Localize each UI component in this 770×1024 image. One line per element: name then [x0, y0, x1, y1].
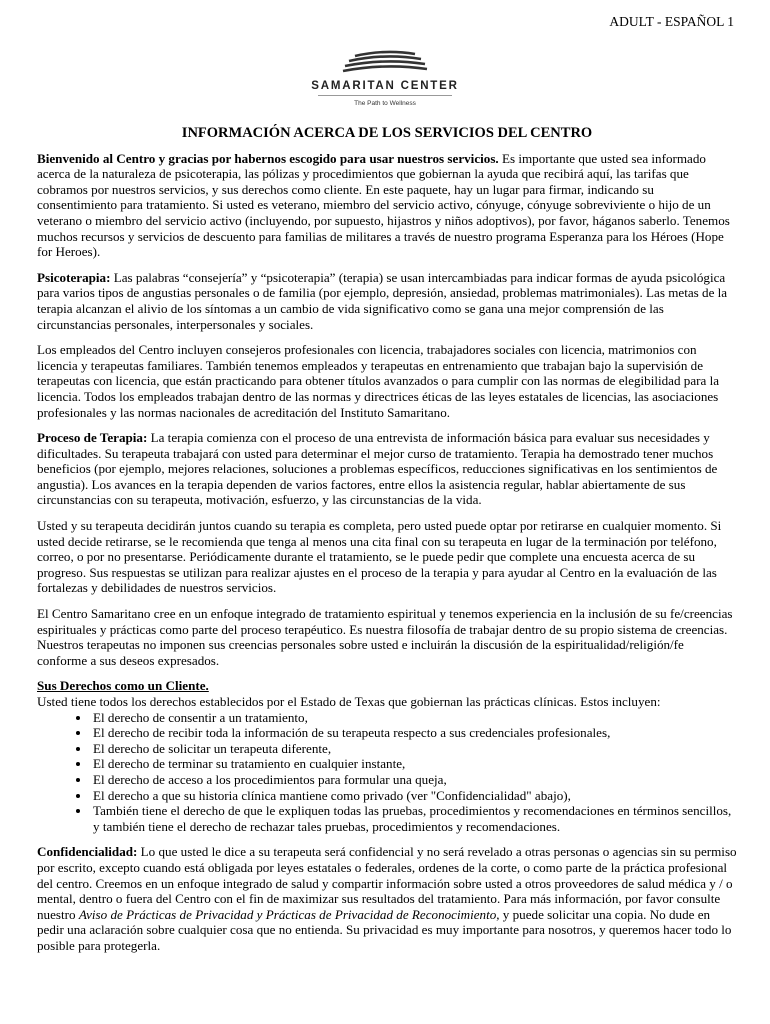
intro-body: Es importante que usted sea informado acerca de la naturaleza de psicoterapia, las pólizas y procedimientos que gobiernan la ayuda que recibirá aquí, las tarifas que cobramos por nuestros servicios, y sus derechos como cliente. En este paquete, hay un lugar para firmar, indicando su consentimiento para tratamiento. Si usted es veterano, miembro del servicio activo, cónyuge, cónyuge sobreviviente o hijo de un veterano o miembro del servicio activo (incluyendo, por supuesto, hijastros y niños adoptivos), por favor, háganos saberlo. Tenemos muchos recursos y servicios de descuento para familias de militares a través de nuestro programa Esperanza para los Héroes (Hope for Heroes). — [37, 150, 730, 260]
confidencialidad-body-2: y puede solicitar una copia. No dude en pedir una aclaración sobre cualquier cosa que no entienda. Su privacidad es muy importante para nosotros, y queremos hacer todo lo posible para protegerla. — [37, 906, 732, 953]
samaritan-center-logo — [0, 50, 770, 120]
logo-swoosh-icon — [335, 50, 435, 78]
derechos-heading: Sus Derechos como un Cliente. — [37, 678, 209, 694]
page-label: ADULT - ESPAÑOL 1 — [609, 14, 734, 29]
proceso-body: La terapia comienza con el proceso de una entrevista de información básica para evaluar sus necesidades y dificultades. Su terapeuta trabajará con usted para determinar el mejor curso de tratamiento. Terapia ha demostrado tener muchos beneficios (por ejemplo, mejores relaciones, soluciones a problemas específicos, reducciones significativas en los sentimientos de angustia). Los avances en la terapia dependen de varios factores, entre ellos la asistencia regular, hablar abiertamente de sus circunstancias con su terapeuta, motivación, esfuerzo, y las circunstancias de la vida. — [37, 430, 718, 508]
psicoterapia-body: Las palabras “consejería” y “psicoterapia” (terapia) se usan intercambiadas para indicar formas de ayuda psicológica para varios tipos de angustias personales o de familia (por ejemplo, depresión, ansiedad, problemas matrimoniales). Las metas de la terapia alcanzan el alivio de los síntomas a un cambio de vida significativo como se gana una mejor comprensión de las circunstancias personales, interpersonales y sociales. — [37, 269, 728, 332]
derechos-intro: Usted tiene todos los derechos establecidos por el Estado de Texas que gobiernan las prácticas clínicas. Estos incluyen: — [37, 694, 661, 709]
psicoterapia-paragraph — [37, 270, 737, 332]
logo-divider — [318, 95, 452, 96]
logo-name: SAMARITAN CENTER — [311, 80, 459, 92]
derechos-list — [37, 710, 737, 835]
logo-tagline: The Path to Wellness — [354, 100, 416, 107]
list-item: • El derecho de terminar su tratamiento en cualquier instante, — [91, 756, 737, 772]
confidencialidad-lead: Confidencialidad: — [37, 844, 138, 860]
intro-paragraph — [37, 151, 737, 260]
espiritual-paragraph: El Centro Samaritano cree en un enfoque integrado de tratamiento espiritual y tenemos experiencia en la inclusión de su fe/creencias espirituales y prácticas como parte del proceso terapéutico. Es nuestra filosofía de trabajar dentro de su propio sistema de creencias. Nuestros terapeutas no imponen sus creencias personales sobre usted e incluirán la discusión de la espiritualidad/religión/fe conforme a sus deseos expresados. — [37, 606, 733, 668]
privacy-notice-title: Aviso de Prácticas de Privacidad y Prácticas de Privacidad de Reconocimiento, — [78, 906, 500, 922]
intro-lead: Bienvenido al Centro y gracias por habernos escogido para usar nuestros servicios. — [37, 150, 499, 166]
document-title: INFORMACIÓN ACERCA DE LOS SERVICIOS DEL CENTRO — [181, 125, 593, 141]
retiro-paragraph: Usted y su terapeuta decidirán juntos cuando su terapia es completa, pero usted puede optar por retirarse en cualquier momento. Si usted decide retirarse, se le recomienda que tenga al menos una cita final con su terapeuta en lugar de la terminación por teléfono, correo, o por no presentarse. Periódicamente durante el tratamiento, se le puede pedir que complete una encuesta acerca de su progreso. Sus respuestas se utilizan para realizar ajustes en el proceso de la terapia y para ayudar al Centro en la evaluación de las fortalezas y debilidades de nuestros servicios. — [37, 518, 722, 596]
proceso-lead: Proceso de Terapia: — [37, 430, 148, 446]
empleados-paragraph: Los empleados del Centro incluyen consejeros profesionales con licencia, trabajadores sociales con licencia, matrimonios con licencia y terapeutas familiares. También tenemos empleados y terapeutas en entrenamiento que trabajan bajo la supervisión de terapeutas con licencia, que están practicando para obtener títulos avanzados o para cumplir con las normas de elegibilidad para la licencia. Todos los empleados trabajan dentro de las normas y directrices éticas de las leyes estatales de licencias, las asociaciones profesionales y las normas nacionales de acreditación del Instituto Samaritano. — [37, 342, 720, 420]
proceso-paragraph — [37, 430, 737, 508]
document-body — [37, 126, 737, 964]
list-item: • El derecho de recibir toda la información de su terapeuta respecto a sus credenciales profesionales, — [91, 725, 737, 741]
list-item: • El derecho de solicitar un terapeuta diferente, — [91, 741, 737, 757]
list-item: • También tiene el derecho de que le expliquen todas las pruebas, procedimientos y recomendaciones en términos sencillos, y también tiene el derecho de rechazar tales pruebas, procedimientos y recomendaciones. — [91, 803, 737, 834]
list-item: • El derecho a que su historia clínica mantiene como privado (ver "Confidencialidad" abajo), — [91, 788, 737, 804]
psicoterapia-lead: Psicoterapia: — [37, 269, 111, 285]
confidencialidad-body-1: Lo que usted le dice a su terapeuta será confidencial y no será revelado a otras personas o agencias sin su permiso por escrito, excepto cuando está obligada por leyes estatales o federales, ordenes de la corte, o como parte de la práctica profesional del centro. Creemos en un enfoque integrado de salud y compartir información sobre usted a otros proveedores de salud médica y / o mental, dentro o fuera del Centro con el fin de maximizar sus resultados del tratamiento. Para más información, por favor consulte nuestro — [37, 844, 737, 922]
list-item: • El derecho de consentir a un tratamiento, — [91, 710, 737, 726]
confidencialidad-paragraph — [37, 844, 737, 953]
derechos-section — [37, 678, 737, 834]
list-item: • El derecho de acceso a los procedimientos para formular una queja, — [91, 772, 737, 788]
